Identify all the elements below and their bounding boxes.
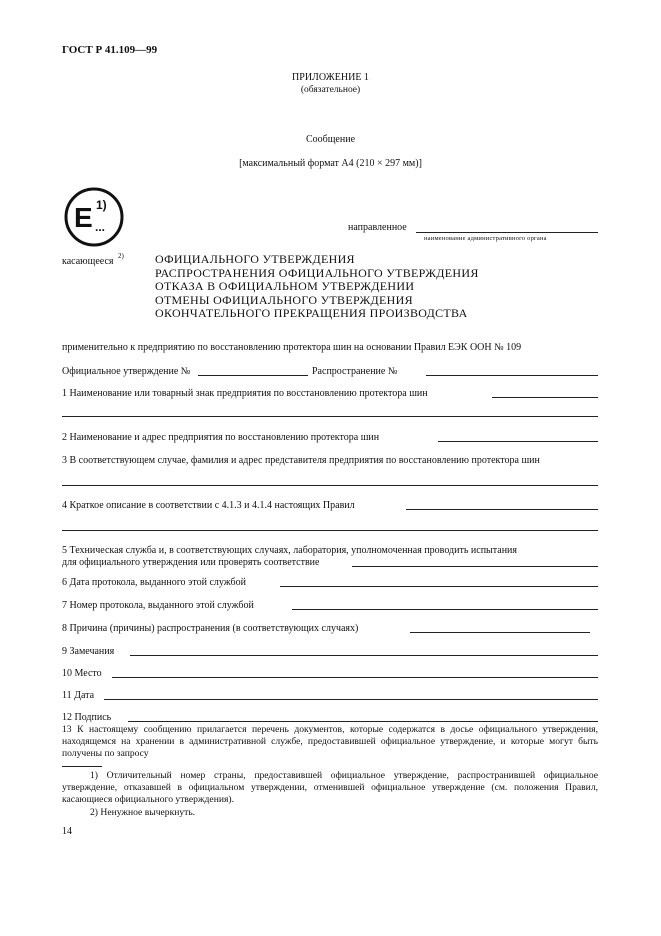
item-5-field[interactable] xyxy=(352,566,598,567)
item-10-label: 10 Место xyxy=(62,668,102,679)
item-10-field[interactable] xyxy=(112,677,598,678)
approval-mark-icon xyxy=(62,185,126,249)
concerning-label: касающееся xyxy=(62,256,114,267)
item-12-field[interactable] xyxy=(128,721,598,722)
addressee-caption: наименование административного органа xyxy=(424,235,547,242)
item-3-label: 3 В соответствующем случае, фамилия и адрес представителя предприятия по восстановлению протектора шин xyxy=(62,455,540,466)
item-7-field[interactable] xyxy=(292,609,598,610)
item-1-label: 1 Наименование или товарный знак предприятия по восстановлению протектора шин xyxy=(62,388,428,399)
option-approval: ОФИЦИАЛЬНОГО УТВЕРЖДЕНИЯ xyxy=(155,252,355,266)
item-11-label: 11 Дата xyxy=(62,690,95,701)
item-4-field-line2[interactable] xyxy=(62,530,598,531)
item-4-label: 4 Краткое описание в соответствии с 4.1.3 и 4.1.4 настоящих Правил xyxy=(62,500,355,511)
item-2-field[interactable] xyxy=(438,441,598,442)
emblem-dots: ... xyxy=(95,220,106,234)
item-5-label: 5 Техническая служба и, в соответствующих случаях, лаборатория, уполномоченная проводить испытания xyxy=(62,545,518,556)
option-extension: РАСПРОСТРАНЕНИЯ ОФИЦИАЛЬНОГО УТВЕРЖДЕНИЯ xyxy=(155,265,479,280)
option-refusal: ОТКАЗА В ОФИЦИАЛЬНОМ УТВЕРЖДЕНИИ xyxy=(155,279,415,293)
footnote-divider xyxy=(62,766,102,767)
item-9-field[interactable] xyxy=(130,655,598,656)
annex-subtitle: (обязательное) xyxy=(300,85,361,95)
approval-no-label: Официальное утверждение № xyxy=(62,366,191,377)
item-13-text: 13 К настоящему сообщению прилагается перечень документов, которые содержатся в досье официального утверждения, находящемся на хранении в административной службе, предоставившей официальное утверждение, и которые могут быть получены по запросу xyxy=(62,724,598,759)
option-withdrawal: ОТМЕНЫ ОФИЦИАЛЬНОГО УТВЕРЖДЕНИЯ xyxy=(155,292,413,307)
standard-number: ГОСТ Р 41.109—99 xyxy=(62,44,158,56)
item-3-field[interactable] xyxy=(62,485,598,486)
concerning-note: 2) xyxy=(118,252,124,260)
addressee-label: направленное xyxy=(348,222,407,233)
item-9-label: 9 Замечания xyxy=(62,646,115,657)
item-11-field[interactable] xyxy=(104,699,598,700)
footnote-1: 1) Отличительный номер страны, предоставившей официальное утверждение, распространившей официальное утверждение, отказавшей в официальном утверждении, отменившей официальное утверждение (см. положения Правил, касающиеся официального утверждения). xyxy=(62,770,598,805)
item-2-label: 2 Наименование и адрес предприятия по восстановлению протектора шин xyxy=(62,432,380,443)
extension-no-label: Распространение № xyxy=(312,366,398,377)
item-1-field-line2[interactable] xyxy=(62,416,598,417)
addressee-field[interactable] xyxy=(416,232,598,233)
message-format: [максимальный формат А4 (210 × 297 мм)] xyxy=(239,158,422,169)
approval-no-field[interactable] xyxy=(198,375,308,376)
item-12-label: 12 Подпись xyxy=(62,712,112,723)
item-4-field[interactable] xyxy=(406,509,598,510)
footnote-2: 2) Ненужное вычеркнуть. xyxy=(90,807,196,818)
basis-text: применительно к предприятию по восстановлению протектора шин на основании Правил ЕЭК ООН № 109 xyxy=(62,342,522,353)
option-discontinued: ОКОНЧАТЕЛЬНОГО ПРЕКРАЩЕНИЯ ПРОИЗВОДСТВА xyxy=(155,306,468,320)
message-title: Сообщение xyxy=(305,134,356,145)
emblem-sup: 1) xyxy=(96,198,107,212)
page-number: 14 xyxy=(62,826,72,837)
item-6-field[interactable] xyxy=(280,586,598,587)
item-8-label: 8 Причина (причины) распространения (в соответствующих случаях) xyxy=(62,623,359,634)
item-6-label: 6 Дата протокола, выданного этой службой xyxy=(62,577,246,588)
emblem-letter: E xyxy=(74,202,93,233)
item-7-label: 7 Номер протокола, выданного этой службой xyxy=(62,600,254,611)
item-8-field[interactable] xyxy=(410,632,590,633)
item-1-field[interactable] xyxy=(492,397,598,398)
annex-title: ПРИЛОЖЕНИЕ 1 xyxy=(292,72,369,83)
item-5-label-line2: для официального утверждения или проверять соответствие xyxy=(62,557,320,568)
extension-no-field[interactable] xyxy=(426,375,598,376)
